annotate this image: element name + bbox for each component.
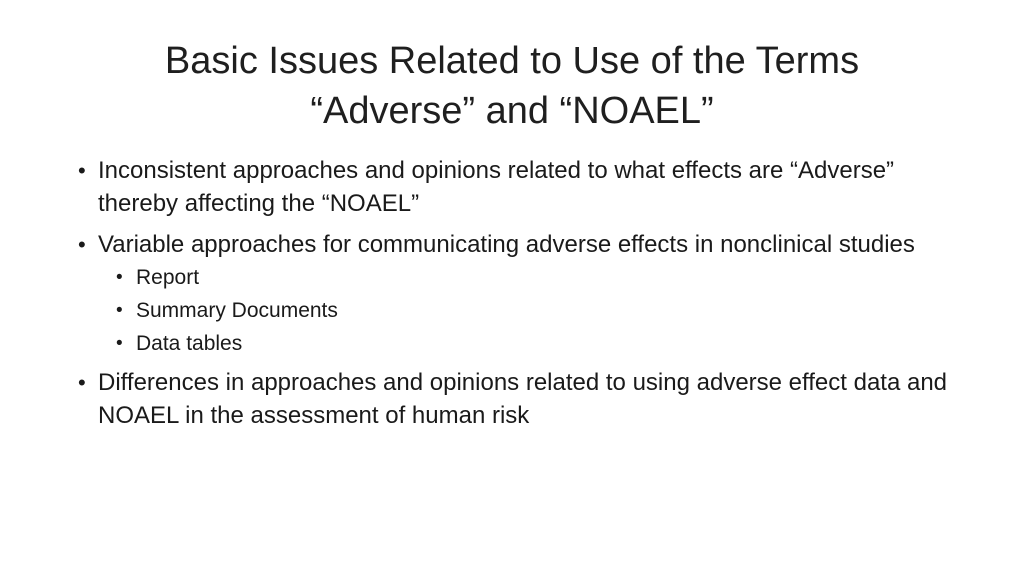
bullet-item — [76, 228, 956, 358]
sub-bullet-text: Report — [136, 266, 200, 289]
bullet-text: Inconsistent approaches and opinions related to what effects are “Adverse” thereby affecting the “NOAEL” — [98, 157, 895, 217]
sub-bullet-text: Data tables — [136, 332, 243, 355]
slide-title-line-2: “Adverse” and “NOAEL” — [310, 90, 714, 132]
slide-title — [90, 36, 934, 136]
bullet-text: Differences in approaches and opinions related to using adverse effect data and NOAEL in the assessment of human risk — [98, 369, 948, 429]
sub-bullet-list — [98, 263, 956, 358]
bullet-item — [76, 154, 956, 220]
slide-content — [76, 154, 956, 440]
bullet-text: Variable approaches for communicating adverse effects in nonclinical studies — [98, 231, 915, 258]
sub-bullet-item — [116, 329, 956, 358]
bullet-item — [76, 366, 956, 432]
sub-bullet-item — [116, 263, 956, 292]
bullet-list — [76, 154, 956, 432]
slide-title-line-1: Basic Issues Related to Use of the Terms — [164, 40, 860, 82]
sub-bullet-item — [116, 296, 956, 325]
sub-bullet-text: Summary Documents — [136, 299, 338, 322]
